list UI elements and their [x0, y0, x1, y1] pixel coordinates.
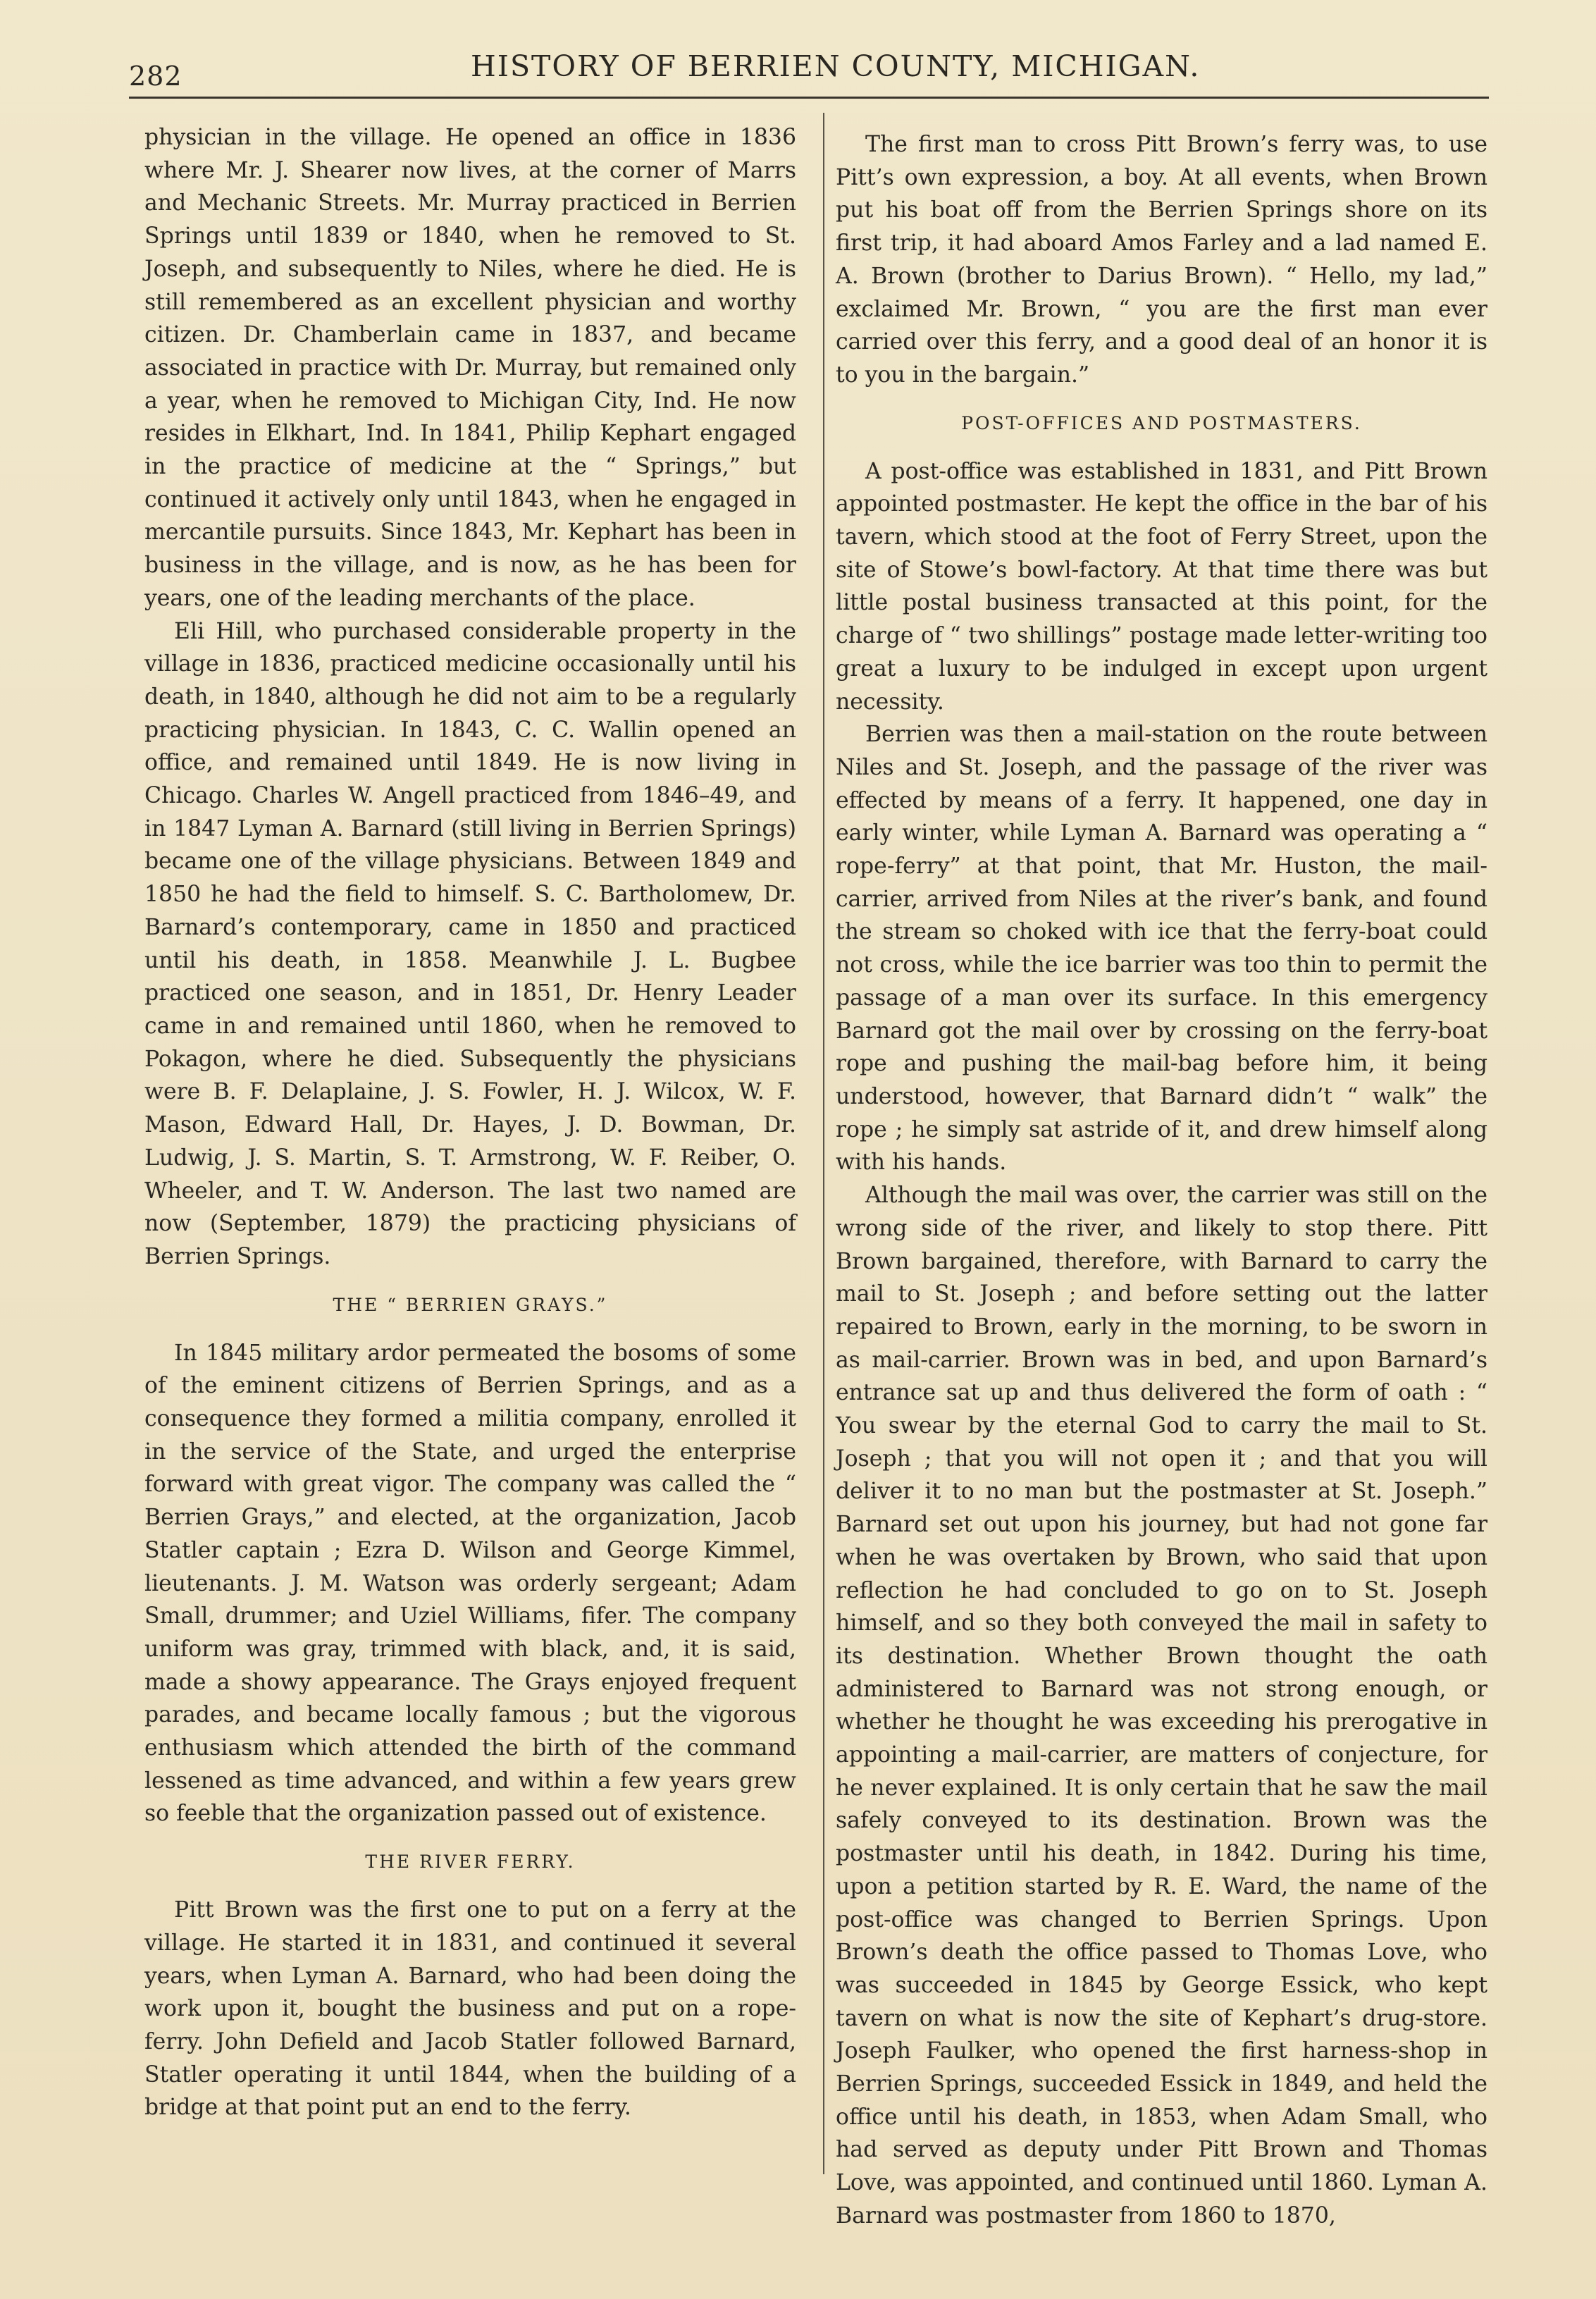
- right-column: [836, 128, 1487, 2233]
- paragraph-physicians-continued: physician in the village. He opened an office in 1836 where Mr. J. Shearer now lives, at the corner of Marrs and Mechanic Streets. Mr. Murray practiced in Berrien Springs until 1839 or 1840, when he removed to St. Joseph, and subsequently to Niles, where he died. He is still remembered as an excellent physician and worthy citizen. Dr. Chamberlain came in 1837, and became associated in practice with Dr. Murray, but remained only a year, when he removed to Michigan City, Ind. He now resides in Elkhart, Ind. In 1841, Philip Kephart engaged in the practice of medicine at the “ Springs,” but continued it actively only until 1843, when he engaged in mercantile pursuits. Since 1843, Mr. Kephart has been in business in the village, and is now, as he has been for years, one of the leading merchants of the place.: [144, 125, 796, 611]
- heading-river-ferry: THE RIVER FERRY.: [365, 1851, 576, 1873]
- page-number: 282: [129, 61, 183, 92]
- paragraph-mail-station: Berrien was then a mail-station on the route between Niles and St. Joseph, and the passage of the river was effected by means of a ferry. It happened, one day in early winter, while Lyman A. Barnard was operating a “ rope-ferry” at that point, that Mr. Huston, the mail-carrier, arrived from Niles at the river’s bank, and found the stream so choked with ice that the ferry-boat could not cross, while the ice barrier was too thin to permit the passage of a man over its surface. In this emergency Barnard got the mail over by crossing on the ferry-boat rope and pushing the mail-bag before him, it being understood, however, that Barnard didn’t “ walk” the rope ; he simply sat astride of it, and drew himself along with his hands.: [836, 722, 1487, 1176]
- heading-berrien-grays: THE “ BERRIEN GRAYS.”: [333, 1294, 608, 1315]
- paragraph-berrien-grays: In 1845 military ardor permeated the bosoms of some of the eminent citizens of Berrien Springs, and as a consequence they formed a militia company, enrolled it in the service of the State, and urged the enterprise forward with great vigor. The company was called the “ Berrien Grays,” and elected, at the organization, Jacob Statler captain ; Ezra D. Wilson and George Kimmel, lieutenants. J. M. Watson was orderly sergeant; Adam Small, drummer; and Uziel Williams, fifer. The company uniform was gray, trimmed with black, and, it is said, made a showy appearance. The Grays enjoyed frequent parades, and became locally famous ; but the vigorous enthusiasm which attended the birth of the command lessened as time advanced, and within a few years grew so feeble that the organization passed out of existence.: [144, 1340, 796, 1827]
- heading-post-offices: POST-OFFICES AND POSTMASTERS.: [961, 412, 1362, 433]
- header-rule: [129, 97, 1489, 99]
- running-title: HISTORY OF BERRIEN COUNTY, MICHIGAN.: [471, 49, 1201, 83]
- paragraph-river-ferry: Pitt Brown was the first one to put on a ferry at the village. He started it in 1831, and continued it several years, when Lyman A. Barnard, who had been doing the work upon it, bought the business and put on a rope-ferry. John Defield and Jacob Statler followed Barnard, Statler operating it until 1844, when the building of a bridge at that point put an end to the ferry.: [144, 1897, 796, 2121]
- paragraph-post-office-established: A post-office was established in 1831, and Pitt Brown appointed postmaster. He kept the office in the bar of his tavern, which stood at the foot of Ferry Street, upon the site of Stowe’s bowl-factory. At that time there was but little postal business transacted at this point, for the charge of “ two shillings” postage made letter-writing too great a luxury to be indulged in except upon urgent necessity.: [836, 458, 1487, 715]
- paragraph-mail-oath: Although the mail was over, the carrier was still on the wrong side of the river, and likely to stop there. Pitt Brown bargained, therefore, with Barnard to carry the mail to St. Joseph ; and before setting out the latter repaired to Brown, early in the morning, to be sworn in as mail-carrier. Brown was in bed, and upon Barnard’s entrance sat up and thus delivered the form of oath : “ You swear by the eternal God to carry the mail to St. Joseph ; that you will not open it ; and that you will deliver it to no man but the postmaster at St. Joseph.” Barnard set out upon his journey, but had not gone far when he was overtaken by Brown, who said that upon reflection he had concluded to go on to St. Joseph himself, and so they both conveyed the mail in safety to its destination. Whether Brown thought the oath administered to Barnard was not strong enough, or whether he thought he was exceeding his prerogative in appointing a mail-carrier, are matters of conjecture, for he never explained. It is only certain that he saw the mail safely conveyed to its destination. Brown was the postmaster until his death, in 1842. During his time, upon a petition started by R. E. Ward, the name of the post-office was changed to Berrien Springs. Upon Brown’s death the office passed to Thomas Love, who was succeeded in 1845 by George Essick, who kept tavern on what is now the site of Kephart’s drug-store. Joseph Faulker, who opened the first harness-shop in Berrien Springs, succeeded Essick in 1849, and held the office until his death, in 1853, when Adam Small, who had served as deputy under Pitt Brown and Thomas Love, was appointed, and continued until 1860. Lyman A. Barnard was postmaster from 1860 to 1870,: [836, 1183, 1487, 2229]
- column-divider: [823, 113, 824, 2174]
- page-header: [0, 41, 1596, 90]
- left-column: [144, 121, 796, 2124]
- paragraph-eli-hill: Eli Hill, who purchased considerable property in the village in 1836, practiced medicine occasionally until his death, in 1840, although he did not aim to be a regularly practicing physician. In 1843, C. C. Wallin opened an office, and remained until 1849. He is now living in Chicago. Charles W. Angell practiced from 1846–49, and in 1847 Lyman A. Barnard (still living in Berrien Springs) became one of the village physicians. Between 1849 and 1850 he had the field to himself. S. C. Bartholomew, Dr. Barnard’s contemporary, came in 1850 and practiced until his death, in 1858. Meanwhile J. L. Bugbee practiced one season, and in 1851, Dr. Henry Leader came in and remained until 1860, when he removed to Pokagon, where he died. Subsequently the physicians were B. F. Delaplaine, J. S. Fowler, H. J. Wilcox, W. F. Mason, Edward Hall, Dr. Hayes, J. D. Bowman, Dr. Ludwig, J. S. Martin, S. T. Armstrong, W. F. Reiber, O. Wheeler, and T. W. Anderson. The last two named are now (September, 1879) the practicing physicians of Berrien Springs.: [144, 618, 796, 1269]
- paragraph-first-crossing: The first man to cross Pitt Brown’s ferry was, to use Pitt’s own expression, a boy. At all events, when Brown put his boat off from the Berrien Springs shore on its first trip, it had aboard Amos Farley and a lad named E. A. Brown (brother to Darius Brown). “ Hello, my lad,” exclaimed Mr. Brown, “ you are the first man ever carried over this ferry, and a good deal of an honor it is to you in the bargain.”: [836, 132, 1487, 388]
